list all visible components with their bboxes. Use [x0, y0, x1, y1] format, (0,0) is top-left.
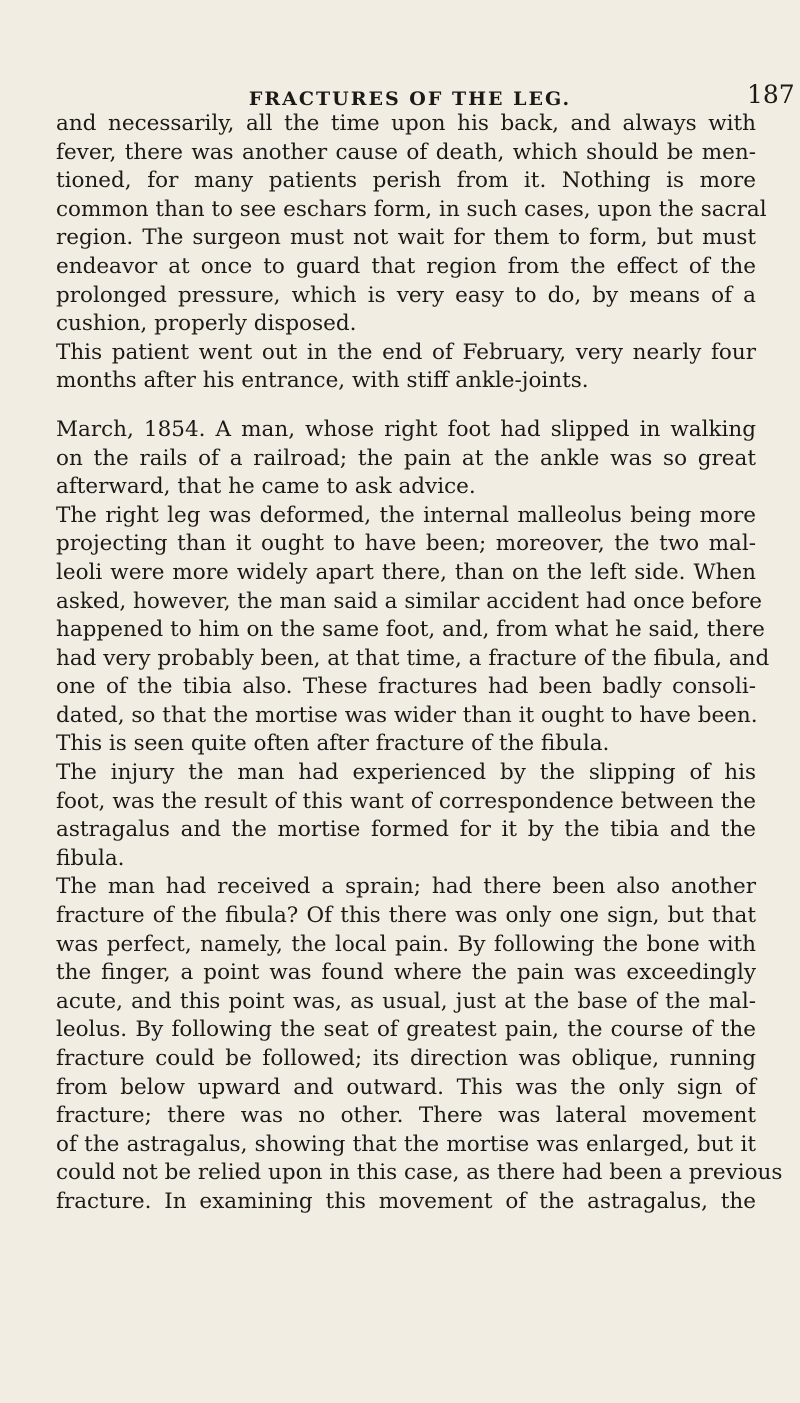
paragraph	[56, 110, 767, 339]
text-line: astragalus and the mortise formed for it by the tibia and the	[56, 817, 756, 843]
paragraph-gap	[56, 396, 756, 416]
text-line: acute, and this point was, as usual, just at the base of the mal-	[56, 988, 756, 1014]
text-line: endeavor at once to guard that region from the effect of the	[56, 253, 756, 279]
text-line: the finger, a point was found where the pain was exceedingly	[56, 960, 756, 986]
paragraph	[56, 759, 756, 873]
text-line: on the rails of a railroad; the pain at the ankle was so great	[56, 445, 756, 471]
running-head: FRACTURES OF THE LEG.	[248, 88, 572, 110]
text-line: of the astragalus, showing that the mortise was enlarged, but it	[56, 1131, 756, 1157]
text-line: fever, there was another cause of death, which should be men-	[56, 139, 756, 165]
page-number: 187	[747, 80, 795, 109]
text-line: cushion, properly disposed.	[56, 311, 357, 337]
text-line: fracture of the fibula? Of this there was only one sign, but that	[56, 903, 756, 929]
text-line: from below upward and outward. This was the only sign of	[56, 1074, 756, 1100]
text-line: dated, so that the mortise was wider than it ought to have been.	[56, 702, 758, 728]
paragraph	[56, 873, 783, 1216]
paragraph	[56, 502, 770, 759]
text-line: leolus. By following the seat of greatest pain, the course of the	[56, 1017, 756, 1043]
text-line: had very probably been, at that time, a fracture of the fibula, and	[56, 645, 770, 671]
text-line: foot, was the result of this want of correspondence between the	[56, 788, 756, 814]
paragraph	[56, 416, 756, 502]
text-line: tioned, for many patients perish from it. Nothing is more	[56, 168, 756, 194]
text-line: leoli were more widely apart there, than on the left side. When	[56, 559, 756, 585]
text-line: The right leg was deformed, the internal malleolus being more	[56, 502, 756, 528]
text-line: March, 1854. A man, whose right foot had slipped in walking	[56, 416, 756, 442]
text-line: prolonged pressure, which is very easy to do, by means of a	[56, 282, 756, 308]
text-line: months after his entrance, with stiff ankle-joints.	[56, 368, 589, 394]
text-line: This is seen quite often after fracture of the fibula.	[56, 731, 610, 757]
text-line: could not be relied upon in this case, as there had been a previous	[56, 1160, 783, 1186]
text-line: happened to him on the same foot, and, from what he said, there	[56, 617, 765, 643]
paragraph	[56, 339, 756, 396]
text-line: fibula.	[56, 845, 125, 871]
text-line: projecting than it ought to have been; moreover, the two mal-	[56, 531, 756, 557]
text-line: afterward, that he came to ask advice.	[56, 474, 476, 500]
text-line: This patient went out in the end of February, very nearly four	[56, 339, 756, 365]
text-line: fracture; there was no other. There was lateral movement	[56, 1103, 756, 1129]
text-line: asked, however, the man said a similar accident had once before	[56, 588, 762, 614]
text-line: common than to see eschars form, in such cases, upon the sacral	[56, 196, 767, 222]
text-line: fracture. In examining this movement of the astragalus, the	[56, 1188, 756, 1214]
body-text	[56, 110, 783, 1217]
text-line: fracture could be followed; its direction was oblique, running	[56, 1046, 756, 1071]
text-line: was perfect, namely, the local pain. By following the bone with	[56, 931, 756, 957]
text-line: The man had received a sprain; had there been also another	[56, 874, 756, 900]
text-line: region. The surgeon must not wait for them to form, but must	[56, 225, 756, 251]
text-line: one of the tibia also. These fractures had been badly consoli-	[56, 674, 756, 700]
text-line: The injury the man had experienced by the slipping of his	[56, 760, 756, 786]
text-line: and necessarily, all the time upon his back, and always with	[56, 111, 756, 136]
